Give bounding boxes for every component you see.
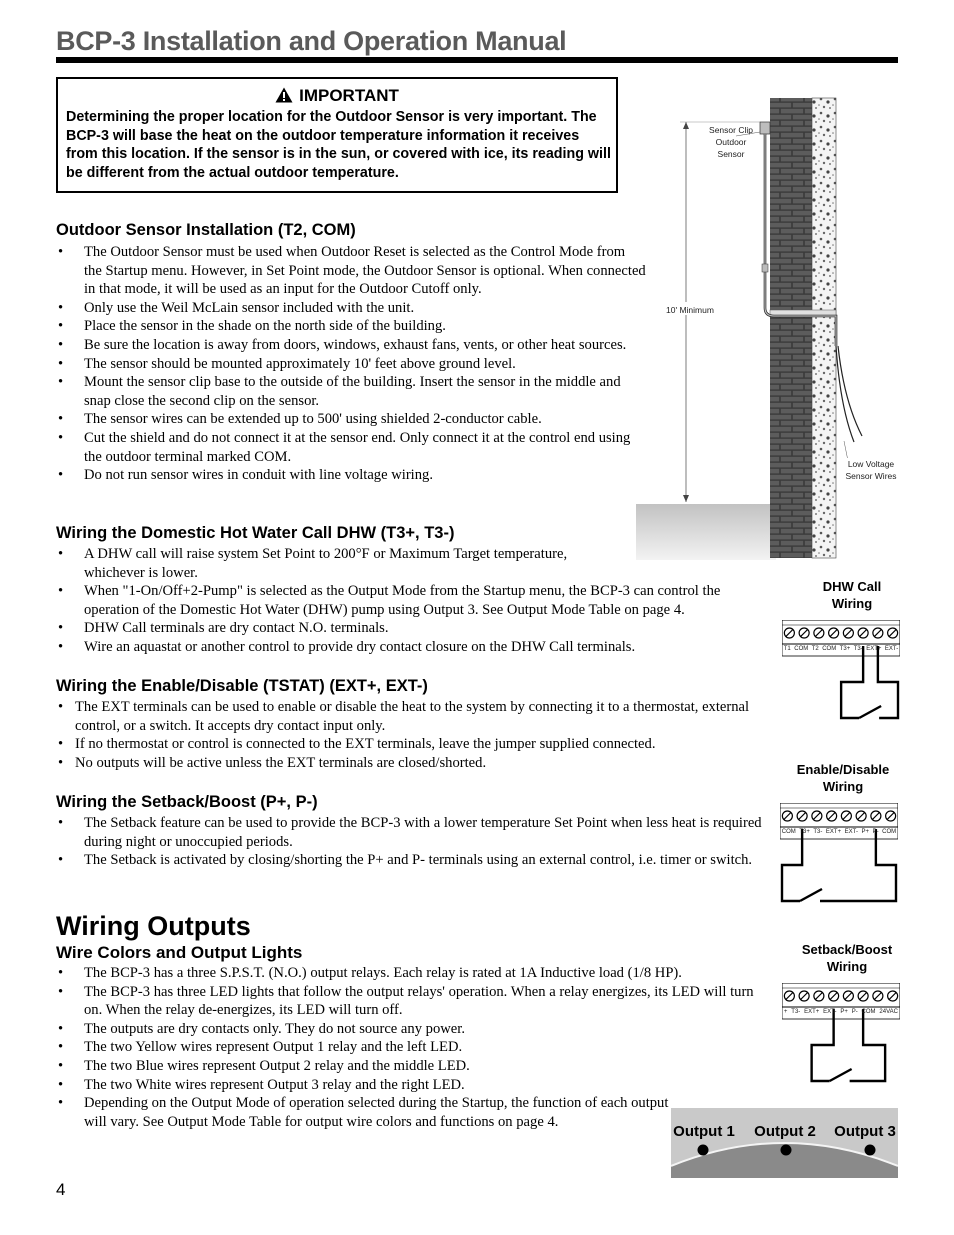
dhw-wiring-title: DHW Call Wiring: [822, 579, 882, 611]
minimum-height-label: 10' Minimum: [666, 305, 714, 315]
output-3-label: Output 3: [834, 1123, 896, 1140]
important-heading: IMPORTANT: [58, 86, 616, 108]
warning-icon: [275, 87, 293, 108]
dhw-heading: Wiring the Domestic Hot Water Call DHW (T3+, T3-): [56, 524, 455, 542]
terminal-label: EXT+: [825, 829, 842, 835]
terminal-labels: [782, 646, 900, 652]
list-item: • The BCP-3 has three LED lights that follow the output relays' operation. When a relay energizes, its LED will turn on. When the relay de-energizes, its LED will turn off.: [56, 983, 756, 1020]
terminal-labels: [780, 829, 898, 835]
terminal-label: EXT+: [804, 1009, 820, 1015]
terminal-label: COM: [861, 1009, 876, 1015]
list-item: • The outputs are dry contacts only. They do not source any power.: [56, 1020, 756, 1039]
list-item: • The BCP-3 has a three S.P.S.T. (N.O.) output relays. Each relay is rated at 1A Inductive load (1/8 HP).: [56, 964, 756, 983]
terminal-label: COM: [822, 646, 837, 652]
terminal-label: COM: [794, 646, 809, 652]
list-item: • The two Yellow wires represent Output 1 relay and the left LED.: [56, 1038, 756, 1057]
terminal-label: COM: [882, 829, 897, 835]
list-item: • A DHW call will raise system Set Point to 200°F or Maximum Target temperature, whichever is lower.: [56, 545, 604, 582]
enable-wiring-title: Enable/Disable Wiring: [796, 762, 890, 794]
setback-list: [56, 814, 768, 870]
sensor-clip: [760, 122, 770, 134]
led-output-3: [865, 1145, 876, 1156]
switch-contact: [800, 889, 822, 901]
terminal-label: EXT-: [884, 646, 899, 652]
sensor-installation-figure: [636, 96, 898, 560]
output-leds-panel: [671, 1108, 898, 1178]
stucco-wall: [812, 98, 836, 558]
sensor-wires-label: Sensor Wires: [845, 471, 897, 481]
list-item: • Cut the shield and do not connect it at the sensor end. Only connect it at the control end using the outdoor terminal marked COM.: [56, 429, 646, 466]
wiring-outputs-title: Wiring Outputs: [56, 911, 251, 941]
list-item: • If no thermostat or control is connected to the EXT terminals, leave the jumper supplied connected.: [56, 735, 762, 754]
list-item: • The Setback is activated by closing/shorting the P+ and P- terminals using an external control, i.e. timer or switch.: [56, 851, 768, 870]
list-item: • The two White wires represent Output 3 relay and the right LED.: [56, 1076, 756, 1095]
outdoor-sensor-heading: Outdoor Sensor Installation (T2, COM): [56, 221, 356, 239]
list-item: • Be sure the location is away from doors, windows, exhaust fans, vents, or other heat sources.: [56, 336, 646, 355]
enable-wiring-diagram: [780, 803, 898, 908]
important-text: Determining the proper location for the Outdoor Sensor is very important. The BCP-3 will base the heat on the outdoor temperature information it receives from this location. If the sensor is in the sun, or covered with ice, its reading will be different from the actual outdoor temperature.: [66, 109, 611, 181]
list-item: • The sensor wires can be extended up to 500' using shielded 2-conductor cable.: [56, 410, 646, 429]
terminal-label: COM: [781, 829, 796, 835]
list-item: • The EXT terminals can be used to enable or disable the heat to the system by connecting it to a thermostat, external control, or a switch. It accepts dry contact input only.: [56, 698, 762, 735]
list-item: • When "1-On/Off+2-Pump" is selected as the Output Mode from the Startup menu, the BCP-3 can control the operation of the Domestic Hot Water (DHW) pump using Output 3. See Output Mode Table on page 4.: [56, 582, 768, 619]
outdoor-sensor-list: [56, 243, 646, 485]
list-item: • Only use the Weil McLain sensor included with the unit.: [56, 299, 646, 318]
outdoor-sensor-label: Outdoor Sensor: [715, 137, 747, 159]
list-item: • Do not run sensor wires in conduit with line voltage wiring.: [56, 466, 646, 485]
output-1-label: Output 1: [673, 1123, 735, 1140]
terminal-label: T3+: [839, 646, 851, 652]
led-output-1: [698, 1145, 709, 1156]
terminal-label: P-: [872, 829, 879, 835]
important-notice: [56, 77, 618, 193]
terminal-label: EXT+: [866, 646, 882, 652]
list-item: • Wire an aquastat or another control to provide dry contact closure on the DHW Call terminals.: [56, 638, 768, 657]
enable-list: [56, 698, 762, 772]
list-item: • The two Blue wires represent Output 2 relay and the middle LED.: [56, 1057, 756, 1076]
list-item: • No outputs will be active unless the EXT terminals are closed/shorted.: [56, 754, 762, 773]
enable-heading: Wiring the Enable/Disable (TSTAT) (EXT+, EXT-): [56, 677, 428, 695]
page-number: 4: [56, 1180, 66, 1199]
setback-heading: Wiring the Setback/Boost (P+, P-): [56, 793, 318, 811]
terminal-label: T3-: [813, 829, 823, 835]
wiring-outputs-list: [56, 964, 756, 1131]
list-item: • Depending on the Output Mode of operation selected during the Startup, the function of each output will vary. See Output Mode Table for output wire colors and functions on page 4.: [56, 1094, 674, 1131]
setback-wiring-title: Setback/Boost Wiring: [801, 942, 893, 974]
list-item: • The Setback feature can be used to provide the BCP-3 with a lower temperature Set Point when less heat is required during night or unoccupied periods.: [56, 814, 768, 851]
terminal-label: T3-: [791, 1009, 801, 1015]
terminal-label: EXT-: [844, 829, 858, 835]
terminal-labels: [782, 1009, 900, 1015]
sensor-clip-label: Sensor Clip: [709, 125, 753, 135]
header-rule: [56, 57, 898, 63]
terminal-label: T3-: [853, 646, 863, 652]
page-title: BCP-3 Installation and Operation Manual: [56, 26, 567, 56]
switch-contact: [859, 706, 881, 718]
terminal-label: T1: [783, 646, 791, 652]
list-item: • Place the sensor in the shade on the north side of the building.: [56, 317, 646, 336]
setback-wiring-diagram: [782, 983, 900, 1088]
list-item: • The Outdoor Sensor must be used when Outdoor Reset is selected as the Control Mode from the Startup menu. However, in Set Point mode, the Outdoor Sensor is optional. When connected in that mode, it will be used as an input for the Outdoor Cutoff only.: [56, 243, 646, 299]
terminal-label: P-: [851, 1009, 858, 1015]
brick-wall: [770, 98, 812, 558]
terminal-label: T2: [811, 646, 819, 652]
list-item: • The sensor should be mounted approximately 10' feet above ground level.: [56, 355, 646, 374]
terminal-label: P+: [840, 1009, 848, 1015]
low-voltage-label: Low Voltage: [847, 459, 895, 469]
terminal-label: P+: [861, 829, 870, 835]
terminal-label: 24VAC: [879, 1009, 898, 1015]
terminal-label: +: [783, 1009, 788, 1015]
terminal-label: T3+: [799, 829, 810, 835]
dhw-wiring-diagram: [782, 620, 900, 725]
wire-colors-heading: Wire Colors and Output Lights: [56, 943, 303, 962]
list-item: • DHW Call terminals are dry contact N.O. terminals.: [56, 619, 768, 638]
output-2-label: Output 2: [754, 1123, 816, 1140]
switch-contact: [830, 1069, 852, 1081]
terminal-label: EXT-: [823, 1009, 837, 1015]
list-item: • Mount the sensor clip base to the outside of the building. Insert the sensor in the middle and snap close the second clip on the sensor.: [56, 373, 646, 410]
dhw-list: [56, 545, 768, 657]
led-output-2: [781, 1145, 792, 1156]
